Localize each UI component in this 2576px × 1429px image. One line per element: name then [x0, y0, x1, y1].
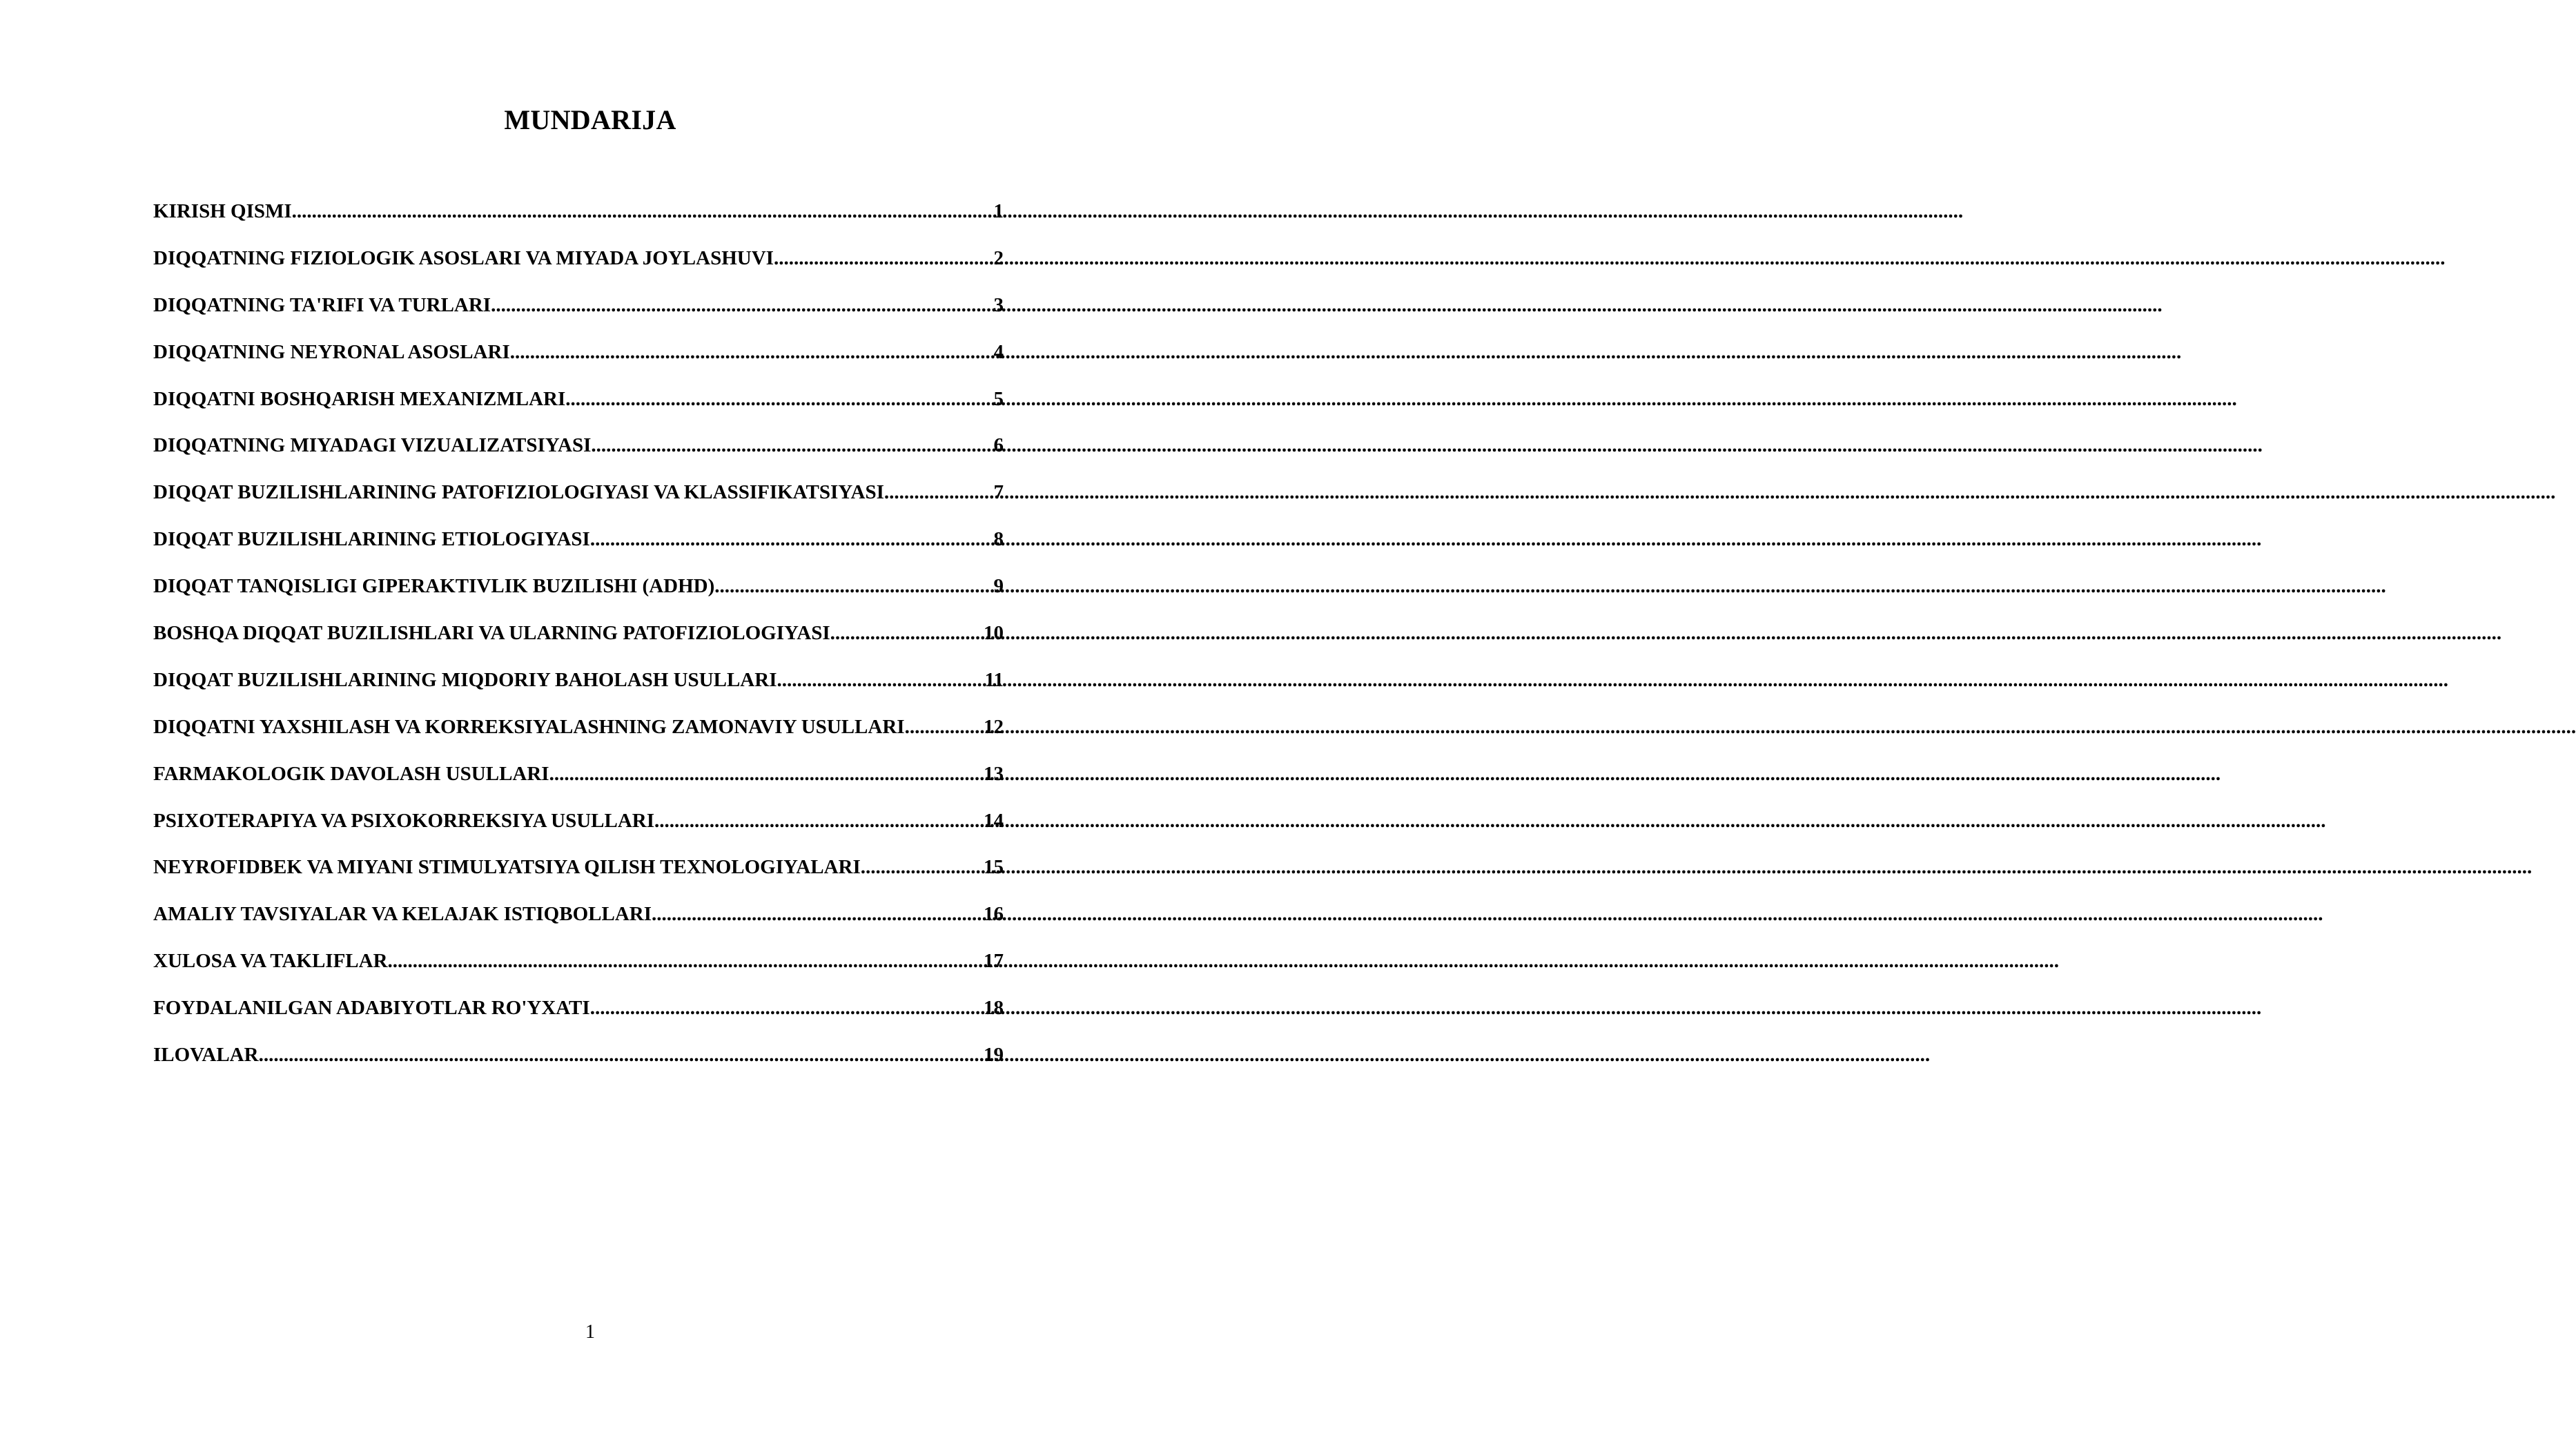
toc-dot-leader: [549, 763, 982, 786]
toc-entry-page-number: 17: [984, 950, 1004, 973]
toc-dot-leader: [292, 200, 993, 223]
toc-entry[interactable]: [153, 903, 1004, 950]
document-page: [0, 0, 1104, 1429]
toc-entry-title: KIRISH QISMI: [153, 200, 292, 222]
toc-dot-leader: [388, 950, 982, 973]
toc-entry-title: NEYROFIDBEK VA MIYANI STIMULYATSIYA QILISH TEXNOLOGIYALARI: [153, 856, 861, 879]
toc-entry-title: DIQQATNING NEYRONAL ASOSLARI: [153, 340, 510, 363]
toc-entry[interactable]: [153, 716, 1004, 763]
toc-entry-page-number: 2: [993, 246, 1004, 269]
toc-entry-title: BOSHQA DIQQAT BUZILISHLARI VA ULARNING PATOFIZIOLOGIYASI: [153, 622, 830, 645]
toc-entry-title: XULOSA VA TAKLIFLAR: [153, 950, 388, 973]
toc-dot-leader: [590, 997, 982, 1020]
toc-entry[interactable]: [153, 622, 1004, 669]
toc-dot-leader: [714, 575, 992, 598]
toc-entry-title: DIQQATNING FIZIOLOGIK ASOSLARI VA MIYADA JOYLASHUVI: [153, 246, 774, 269]
toc-entry-page-number: 19: [984, 1044, 1004, 1067]
toc-entry[interactable]: [153, 1044, 1004, 1091]
toc-dot-leader: [590, 528, 993, 551]
toc-entry-title: AMALIY TAVSIYALAR VA KELAJAK ISTIQBOLLARI: [153, 903, 652, 926]
toc-entry[interactable]: [153, 528, 1004, 575]
toc-entry-title: DIQQAT BUZILISHLARINING PATOFIZIOLOGIYASI VA KLASSIFIKATSIYASI: [153, 481, 884, 504]
toc-entry[interactable]: [153, 763, 1004, 810]
toc-dot-leader: [259, 1044, 982, 1067]
toc-entry-page-number: 8: [993, 528, 1004, 551]
toc-entry-page-number: 3: [993, 293, 1004, 316]
toc-entry-page-number: 4: [993, 340, 1004, 363]
toc-entry-page-number: 10: [984, 622, 1004, 645]
toc-entry-page-number: 16: [984, 903, 1004, 926]
table-of-contents: [153, 200, 1004, 1091]
toc-entry[interactable]: [153, 856, 1004, 903]
toc-entry[interactable]: [153, 294, 1004, 341]
toc-entry-page-number: 15: [984, 856, 1004, 879]
toc-dot-leader: [510, 341, 993, 364]
toc-entry-title: DIQQAT BUZILISHLARINING ETIOLOGIYASI: [153, 528, 590, 551]
toc-dot-leader: [830, 622, 982, 645]
toc-dot-leader: [861, 856, 982, 879]
toc-entry[interactable]: [153, 575, 1004, 622]
toc-entry[interactable]: [153, 997, 1004, 1044]
toc-entry[interactable]: [153, 950, 1004, 997]
toc-entry-page-number: 18: [984, 997, 1004, 1020]
toc-dot-leader: [654, 810, 982, 833]
toc-entry-title: DIQQAT BUZILISHLARINING MIQDORIY BAHOLASH USULLARI: [153, 668, 777, 691]
toc-entry-title: PSIXOTERAPIYA VA PSIXOKORREKSIYA USULLARI: [153, 809, 655, 832]
toc-entry[interactable]: [153, 200, 1004, 247]
toc-dot-leader: [591, 434, 992, 457]
toc-entry-page-number: 9: [993, 575, 1004, 598]
toc-entry-title: DIQQATNI BOSHQARISH MEXANIZMLARI: [153, 387, 566, 410]
toc-entry-page-number: 14: [984, 809, 1004, 832]
toc-entry[interactable]: [153, 810, 1004, 857]
toc-entry-page-number: 6: [993, 434, 1004, 457]
toc-dot-leader: [774, 247, 993, 270]
toc-dot-leader: [777, 669, 983, 692]
toc-entry-page-number: 7: [993, 481, 1004, 504]
toc-entry-page-number: 11: [984, 668, 1004, 691]
toc-entry-title: DIQQAT TANQISLIGI GIPERAKTIVLIK BUZILISHI (ADHD): [153, 575, 715, 598]
toc-dot-leader: [652, 903, 982, 926]
toc-entry[interactable]: [153, 341, 1004, 388]
toc-dot-leader: [565, 388, 992, 411]
toc-dot-leader: [491, 294, 992, 317]
toc-entry[interactable]: [153, 434, 1004, 481]
toc-entry-page-number: 13: [984, 762, 1004, 785]
toc-entry[interactable]: [153, 669, 1004, 716]
toc-entry-title: ILOVALAR: [153, 1044, 259, 1067]
page-title: MUNDARIJA: [504, 104, 676, 135]
toc-entry[interactable]: [153, 388, 1004, 435]
toc-entry-page-number: 12: [984, 715, 1004, 738]
toc-entry-title: DIQQATNI YAXSHILASH VA KORREKSIYALASHNING ZAMONAVIY USULLARI: [153, 715, 905, 738]
toc-entry[interactable]: [153, 247, 1004, 294]
toc-entry-title: DIQQATNING MIYADAGI VIZUALIZATSIYASI: [153, 434, 592, 457]
toc-entry-page-number: 5: [993, 387, 1004, 410]
toc-entry-title: DIQQATNING TA'RIFI VA TURLARI: [153, 293, 491, 316]
page-number: 1: [585, 1321, 595, 1343]
toc-dot-leader: [884, 481, 993, 504]
toc-entry-page-number: 1: [993, 200, 1004, 222]
toc-entry[interactable]: [153, 481, 1004, 528]
toc-entry-title: FARMAKOLOGIK DAVOLASH USULLARI: [153, 762, 549, 785]
toc-dot-leader: [905, 716, 982, 739]
toc-entry-title: FOYDALANILGAN ADABIYOTLAR RO'YXATI: [153, 997, 590, 1020]
